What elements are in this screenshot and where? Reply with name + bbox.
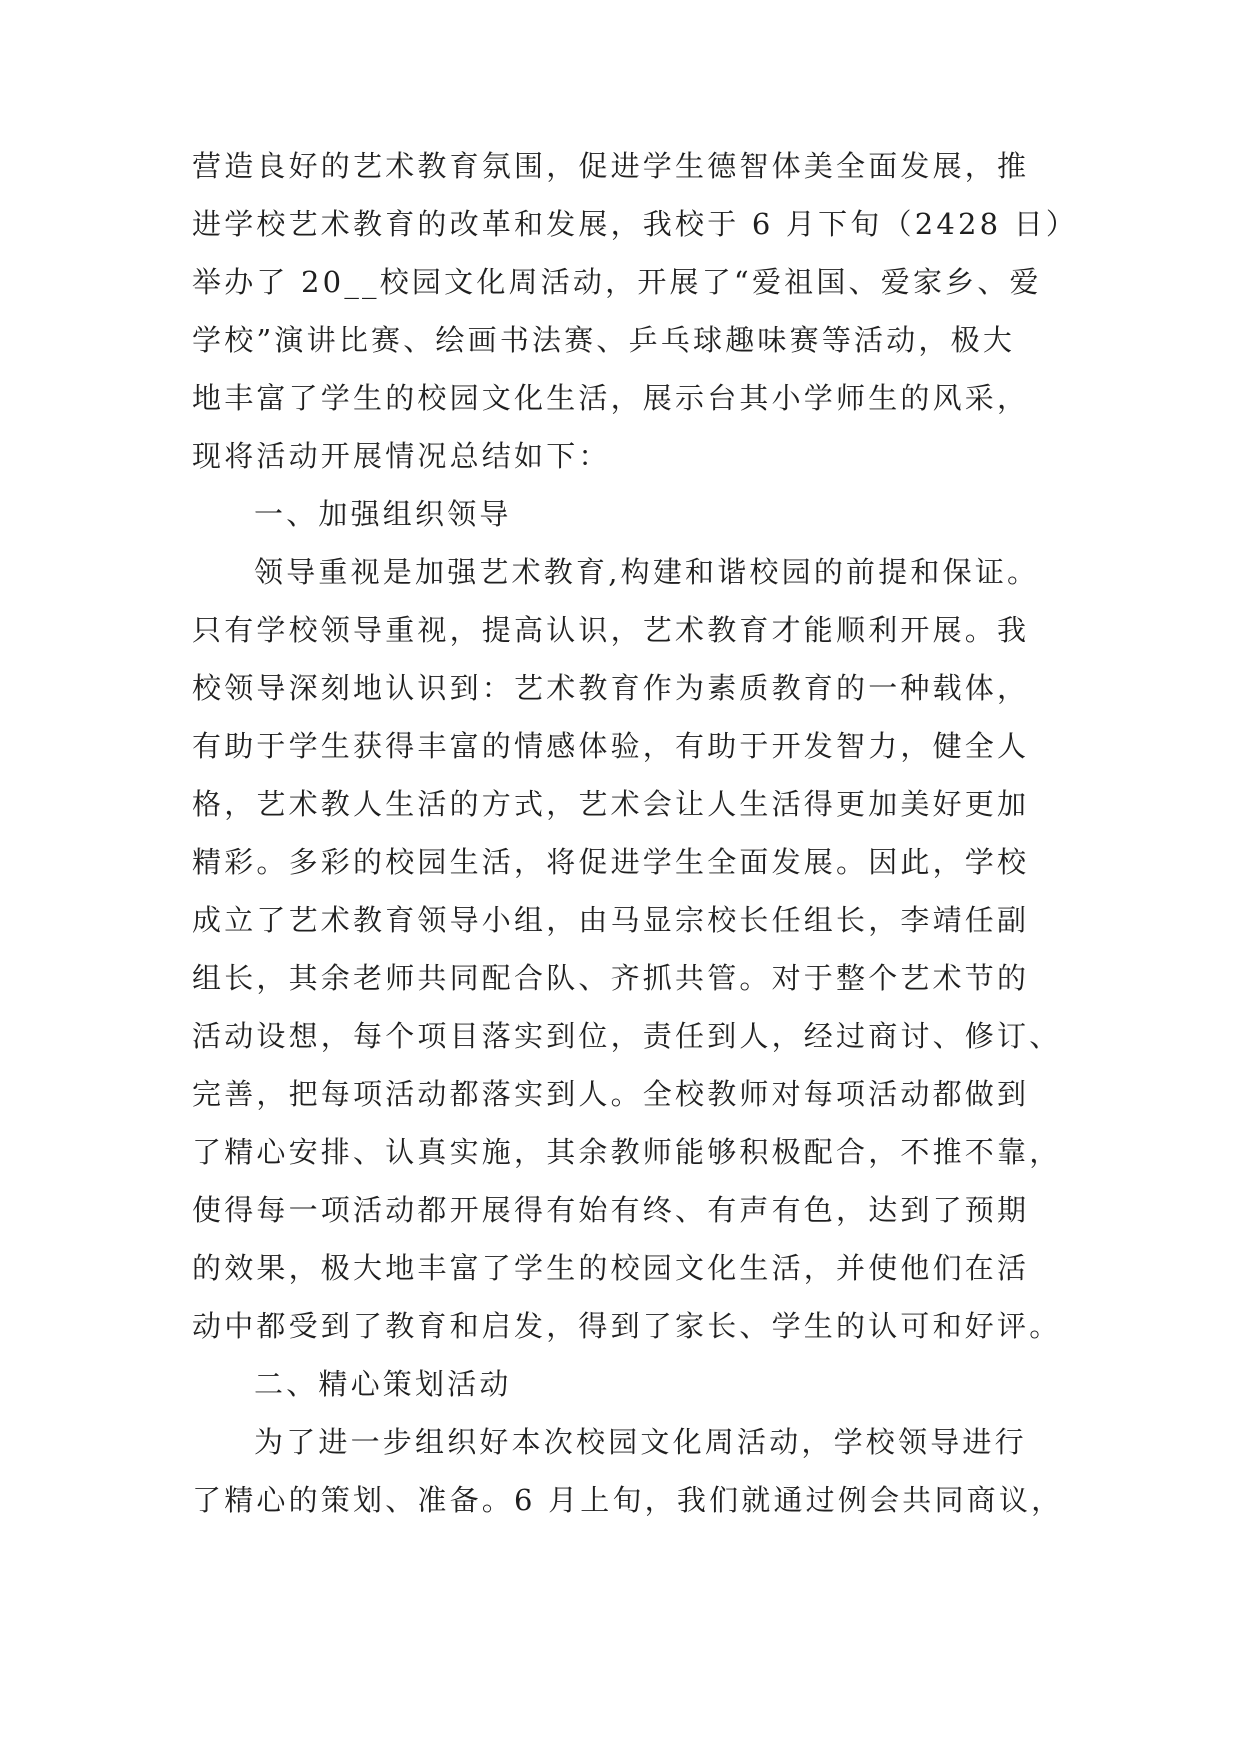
text-line: 学校”演讲比赛、绘画书法赛、乒乓球趣味赛等活动，极大: [192, 323, 1016, 357]
section-heading: 二、精心策划活动: [254, 1367, 512, 1401]
text-line: 动中都受到了教育和启发，得到了家长、学生的认可和好评。: [192, 1309, 1062, 1343]
text-line: 成立了艺术教育领导小组，由马显宗校长任组长，李靖任副: [192, 903, 1030, 937]
text-line: 地丰富了学生的校园文化生活，展示台其小学师生的风采，: [192, 381, 1030, 415]
text-line: 格，艺术教人生活的方式，艺术会让人生活得更加美好更加: [192, 787, 1030, 821]
text-line: 进学校艺术教育的改革和发展，我校于 6 月下旬（2428 日）: [192, 207, 1079, 241]
document-body: [192, 137, 1079, 1529]
text-line: 有助于学生获得丰富的情感体验，有助于开发智力，健全人: [192, 729, 1030, 763]
text-line: 现将活动开展情况总结如下：: [192, 439, 611, 473]
text-line: 领导重视是加强艺术教育,构建和谐校园的前提和保证。: [254, 555, 1040, 589]
text-line: 组长，其余老师共同配合队、齐抓共管。对于整个艺术节的: [192, 961, 1030, 995]
text-line: 的效果，极大地丰富了学生的校园文化生活，并使他们在活: [192, 1251, 1030, 1285]
text-line: 只有学校领导重视，提高认识，艺术教育才能顺利开展。我: [192, 613, 1030, 647]
text-line: 了精心安排、认真实施，其余教师能够积极配合，不推不靠，: [192, 1135, 1062, 1169]
text-line: 了精心的策划、准备。6 月上旬，我们就通过例会共同商议，: [192, 1483, 1064, 1517]
text-line: 举办了 20__校园文化周活动，开展了“爱祖国、爱家乡、爱: [192, 265, 1042, 299]
text-line: 精彩。多彩的校园生活，将促进学生全面发展。因此，学校: [192, 845, 1030, 879]
text-line: 完善，把每项活动都落实到人。全校教师对每项活动都做到: [192, 1077, 1030, 1111]
text-line: 校领导深刻地认识到：艺术教育作为素质教育的一种载体，: [192, 671, 1030, 705]
text-line: 营造良好的艺术教育氛围，促进学生德智体美全面发展，推: [192, 149, 1030, 183]
section-heading: 一、加强组织领导: [254, 497, 512, 531]
text-line: 为了进一步组织好本次校园文化周活动，学校领导进行: [254, 1425, 1027, 1459]
text-line: 使得每一项活动都开展得有始有终、有声有色，达到了预期: [192, 1193, 1030, 1227]
text-line: 活动设想，每个项目落实到位，责任到人，经过商讨、修订、: [192, 1019, 1062, 1053]
